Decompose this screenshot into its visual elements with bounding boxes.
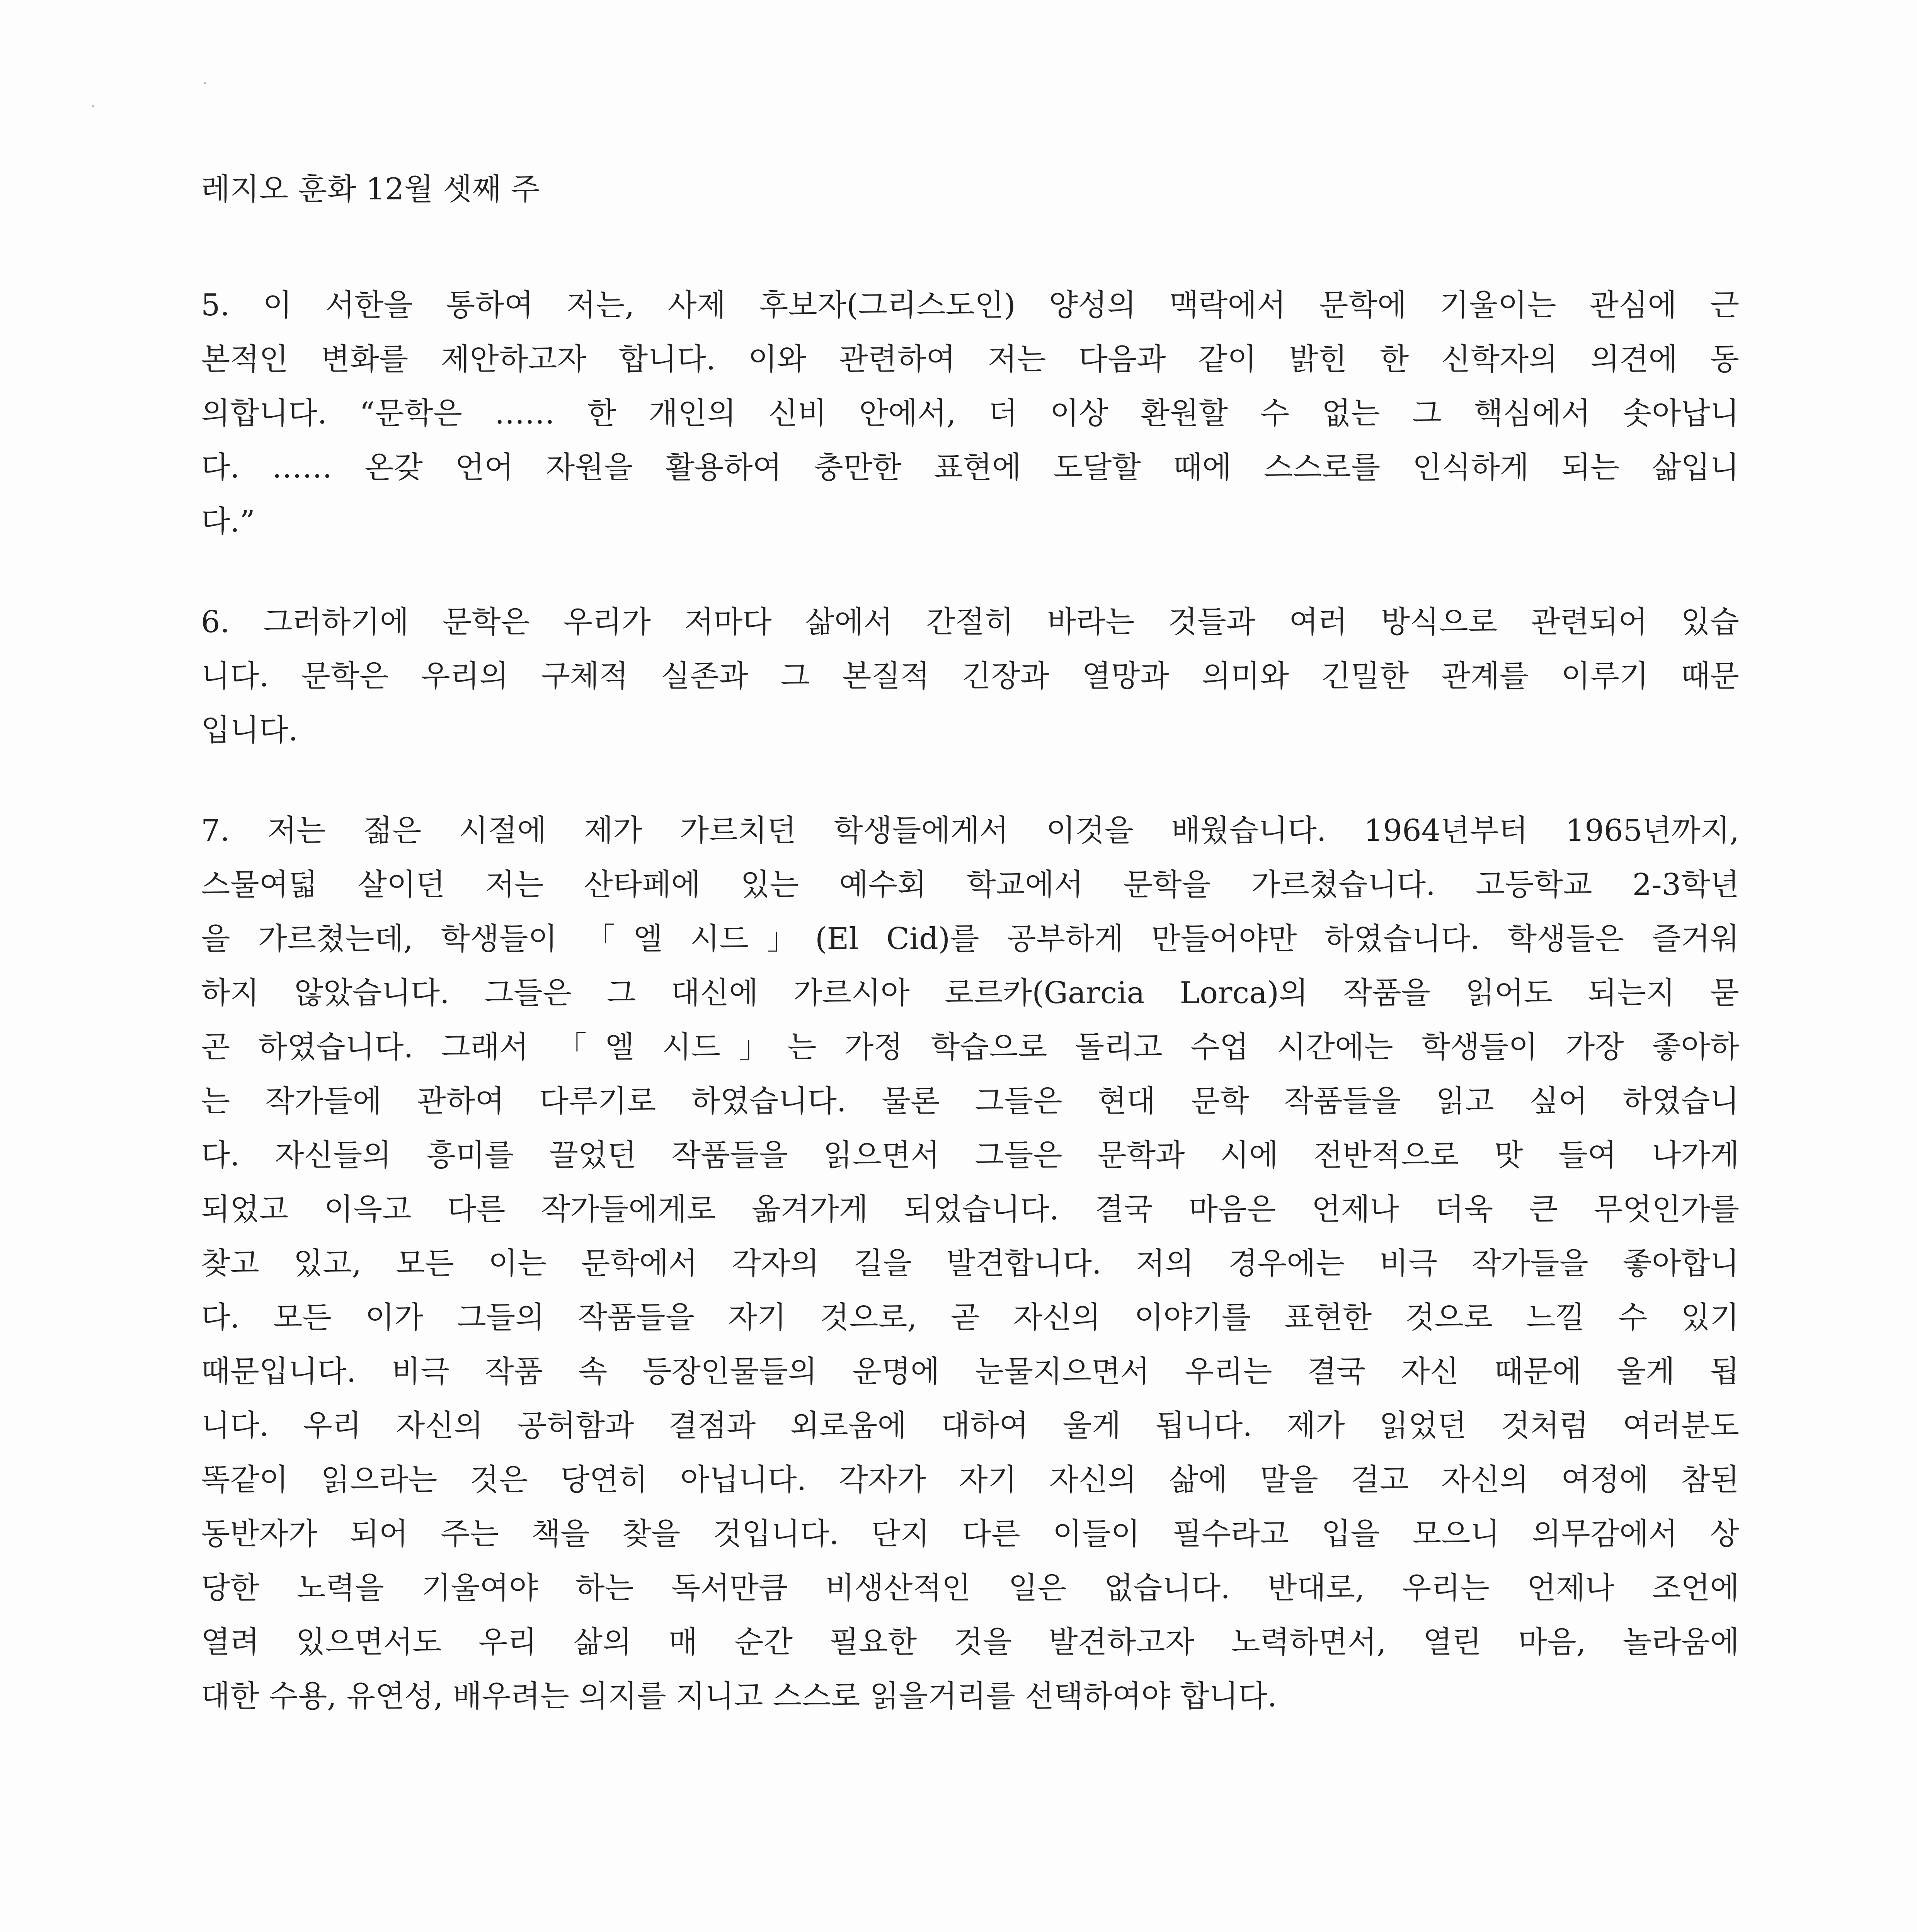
text-line: 입니다.: [201, 713, 298, 748]
text-line: 당한 노력을 기울여야 하는 독서만큼 비생산적인 일은 없습니다. 반대로, 우리는 언제나 조언에: [201, 1571, 1739, 1605]
scan-speck: [204, 82, 206, 84]
text-line: 찾고 있고, 모든 이는 문학에서 각자의 길을 발견합니다. 저의 경우에는 비극 작가들을 좋아합니: [201, 1246, 1739, 1281]
text-line: 되었고 이윽고 다른 작가들에게로 옮겨가게 되었습니다. 결국 마음은 언제나 더욱 큰 무엇인가를: [201, 1192, 1739, 1227]
document-body: [201, 278, 1739, 1770]
text-line: 다. 자신들의 흥미를 끌었던 작품들을 읽으면서 그들은 문학과 시에 전반적으로 맛 들여 나가게: [201, 1138, 1739, 1173]
text-line: 니다. 문학은 우리의 구체적 실존과 그 본질적 긴장과 열망과 의미와 긴밀한 관계를 이루기 때문: [201, 659, 1739, 694]
scan-speck: [92, 105, 94, 107]
text-line: 다.”: [201, 504, 255, 539]
text-line: 7. 저는 젊은 시절에 제가 가르치던 학생들에게서 이것을 배웠습니다. 1964년부터 1965년까지,: [201, 813, 1739, 848]
text-line: 열려 있으면서도 우리 삶의 매 순간 필요한 것을 발견하고자 노력하면서, 열린 마음, 놀라움에: [201, 1625, 1739, 1660]
text-line: 의합니다. “문학은 …… 한 개인의 신비 안에서, 더 이상 환원할 수 없는 그 핵심에서 솟아납니: [201, 396, 1739, 431]
text-line: 때문입니다. 비극 작품 속 등장인물들의 운명에 눈물지으면서 우리는 결국 자신 때문에 울게 됩: [201, 1354, 1739, 1389]
text-line: 다. …… 온갖 언어 자원을 활용하여 충만한 표현에 도달할 때에 스스로를 인식하게 되는 삶입니: [201, 450, 1739, 485]
text-line: 동반자가 되어 주는 책을 찾을 것입니다. 단지 다른 이들이 필수라고 입을 모으니 의무감에서 상: [201, 1517, 1739, 1551]
text-line: 스물여덟 살이던 저는 산타페에 있는 예수회 학교에서 문학을 가르쳤습니다. 고등학교 2-3학년: [201, 867, 1739, 902]
text-line: 하지 않았습니다. 그들은 그 대신에 가르시아 로르카(Garcia Lorca)의 작품을 읽어도 되는지 묻: [201, 976, 1739, 1010]
text-line: 본적인 변화를 제안하고자 합니다. 이와 관련하여 저는 다음과 같이 밝힌 한 신학자의 의견에 동: [201, 342, 1739, 377]
text-line: 다. 모든 이가 그들의 작품들을 자기 것으로, 곧 자신의 이야기를 표현한 것으로 느낄 수 있기: [201, 1300, 1739, 1335]
paragraph-7: [201, 804, 1739, 1723]
text-line: 는 작가들에 관하여 다루기로 하였습니다. 물론 그들은 현대 문학 작품들을 읽고 싶어 하였습니: [201, 1084, 1739, 1119]
text-line: 5. 이 서한을 통하여 저는, 사제 후보자(그리스도인) 양성의 맥락에서 문학에 기울이는 관심에 근: [201, 288, 1739, 323]
text-line: 대한 수용, 유연성, 배우려는 의지를 지니고 스스로 읽을거리를 선택하여야 합니다.: [201, 1679, 1277, 1714]
text-line: 을 가르쳤는데, 학생들이 「엘 시드」(El Cid)를 공부하게 만들어야만 하였습니다. 학생들은 즐거워: [201, 922, 1739, 956]
paragraph-5: [201, 278, 1739, 549]
text-line: 곤 하였습니다. 그래서 「엘 시드」는 가정 학습으로 돌리고 수업 시간에는 학생들이 가장 좋아하: [201, 1030, 1739, 1065]
paragraph-6: [201, 595, 1739, 757]
page-title: 레지오 훈화 12월 셋째 주: [201, 172, 540, 207]
text-line: 똑같이 읽으라는 것은 당연히 아닙니다. 각자가 자기 자신의 삶에 말을 걸고 자신의 여정에 참된: [201, 1463, 1739, 1497]
text-line: 니다. 우리 자신의 공허함과 결점과 외로움에 대하여 울게 됩니다. 제가 읽었던 것처럼 여러분도: [201, 1408, 1739, 1443]
text-line: 6. 그러하기에 문학은 우리가 저마다 삶에서 간절히 바라는 것들과 여러 방식으로 관련되어 있습: [201, 605, 1739, 639]
